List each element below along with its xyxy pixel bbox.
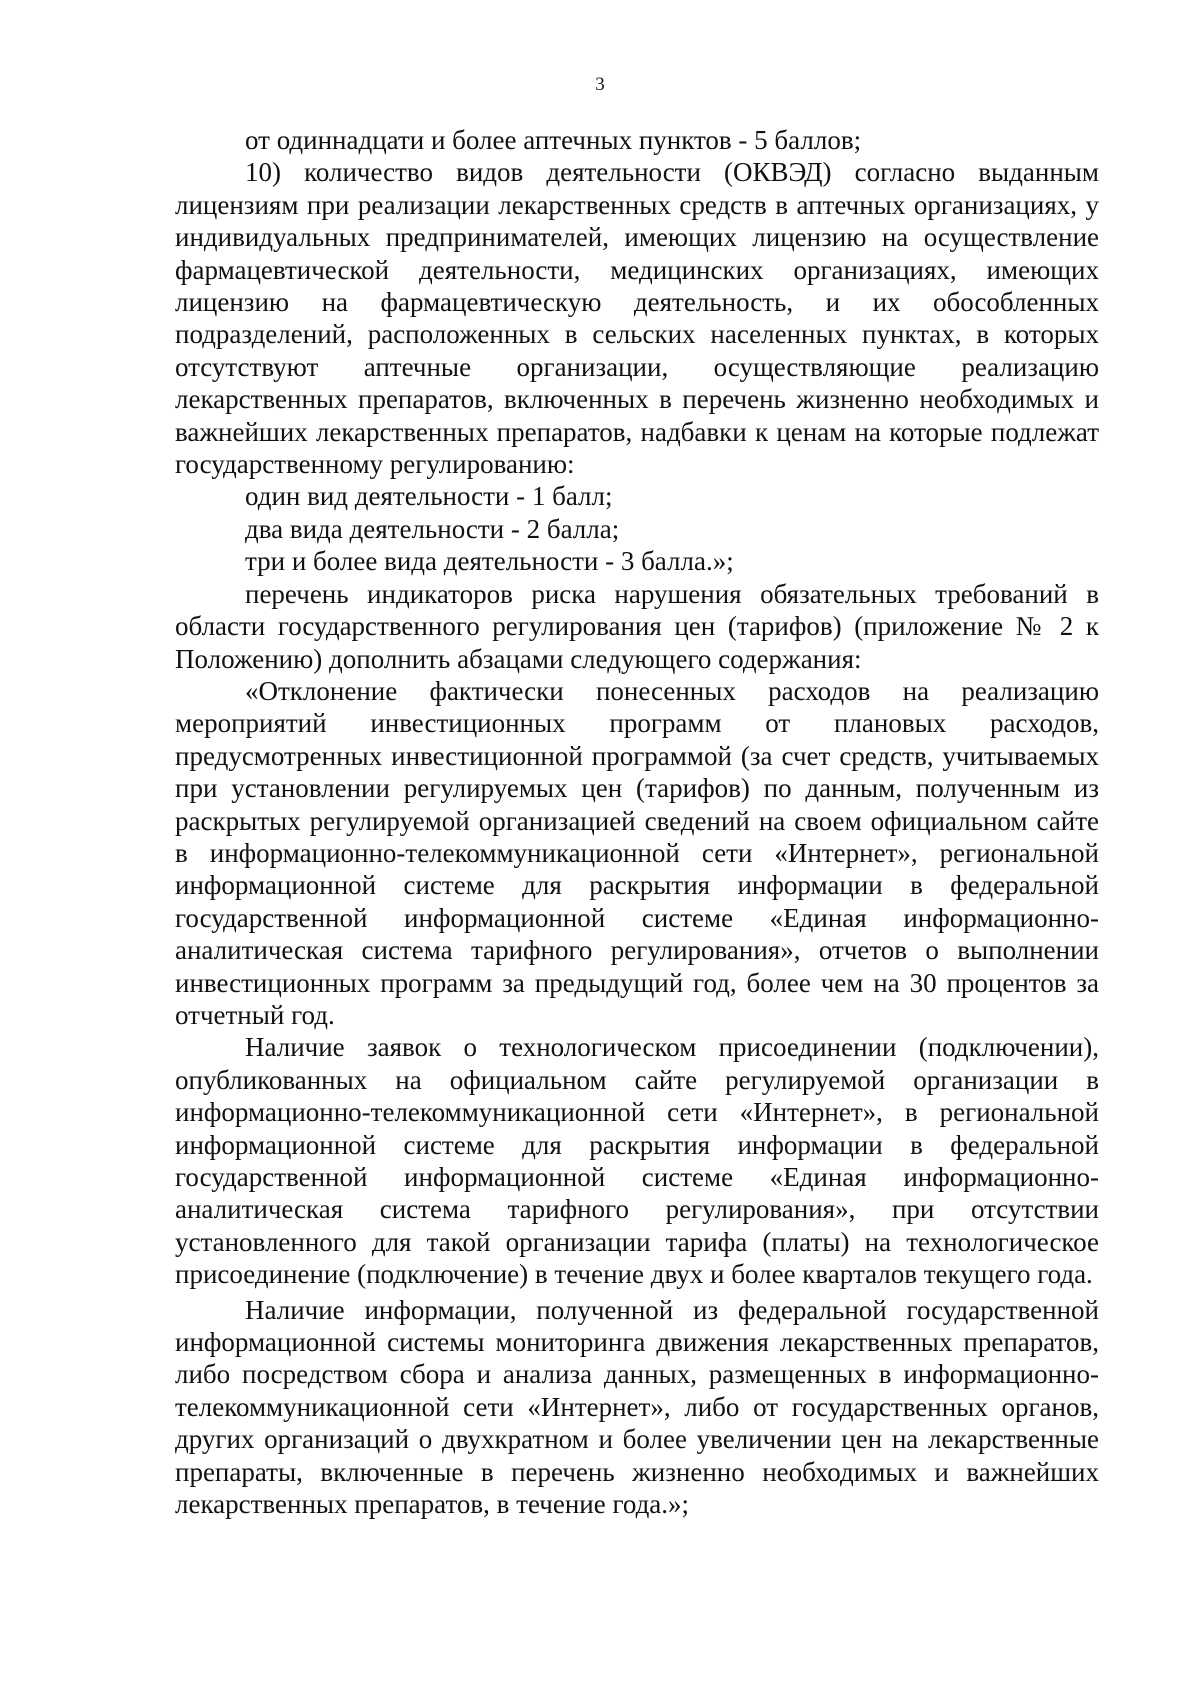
list-item-two-activities: два вида деятельности - 2 балла; [245, 513, 620, 544]
paragraph-item-10: 10) количество видов деятельности (ОКВЭД) согласно выданным лицензиям при реализации лекарственных средств в аптечных организациях, у индивидуальных предпринимателей, имеющих лицензию на осуществление фармацевтической деятельности, медицинских организациях, имеющих лицензию на фармацевтическую деятельность, и их обособленных подразделений, расположенных в сельских населенных пунктах, в которых отсутствуют аптечные организации, осуществляющие реализацию лекарственных препаратов, включенных в перечень жизненно необходимых и важнейших лекарственных препаратов, надбавки к ценам на которые подлежат государственному регулированию: [175, 157, 1099, 480]
paragraph-connection-requests: Наличие заявок о технологическом присоединении (подключении), опубликованных на официальном сайте регулируемой организации в информационно-телекоммуникационной сети «Интернет», в региональной информационной системе для раскрытия информации в федеральной государственной информационной системе «Единая информационно-аналитическая система тарифного регулирования», при отсутствии установленного для такой организации тарифа (платы) на технологическое присоединение (подключение) в течение двух и более кварталов текущего года. [175, 1032, 1099, 1290]
paragraph-price-increase: Наличие информации, полученной из федеральной государственной информационной системы мониторинга движения лекарственных препаратов, либо посредством сбора и анализа данных, размещенных в информационно-телекоммуникационной сети «Интернет», либо от государственных органов, других организаций о двухкратном и более увеличении цен на лекарственные препараты, включенные в перечень жизненно необходимых и важнейших лекарственных препаратов, в течение года.»; [175, 1294, 1099, 1520]
paragraph-risk-indicators-list: перечень индикаторов риска нарушения обязательных требований в области государственного регулирования цен (тарифов) (приложение № 2 к Положению) дополнить абзацами следующего содержания: [175, 578, 1099, 674]
paragraph-points-eleven-plus: от одиннадцати и более аптечных пунктов - 5 баллов; [245, 125, 862, 155]
list-item-one-activity: один вид деятельности - 1 балл; [245, 481, 613, 512]
list-item-three-activities: три и более вида деятельности - 3 балла.»; [245, 546, 734, 577]
page-number: 3 [595, 74, 605, 95]
paragraph-cost-deviation: «Отклонение фактически понесенных расходов на реализацию мероприятий инвестиционных программ от плановых расходов, предусмотренных инвестиционной программой (за счет средств, учитываемых при установлении регулируемых цен (тарифов) по данным, полученным из раскрытых регулируемой организацией сведений на своем официальном сайте в информационно-телекоммуникационной сети «Интернет», региональной информационной системе для раскрытия информации в федеральной государственной информационной системе «Единая информационно-аналитическая система тарифного регулирования», отчетов о выполнении инвестиционных программ за предыдущий год, более чем на 30 процентов за отчетный год. [175, 675, 1099, 1030]
document-body [175, 124, 1099, 1520]
